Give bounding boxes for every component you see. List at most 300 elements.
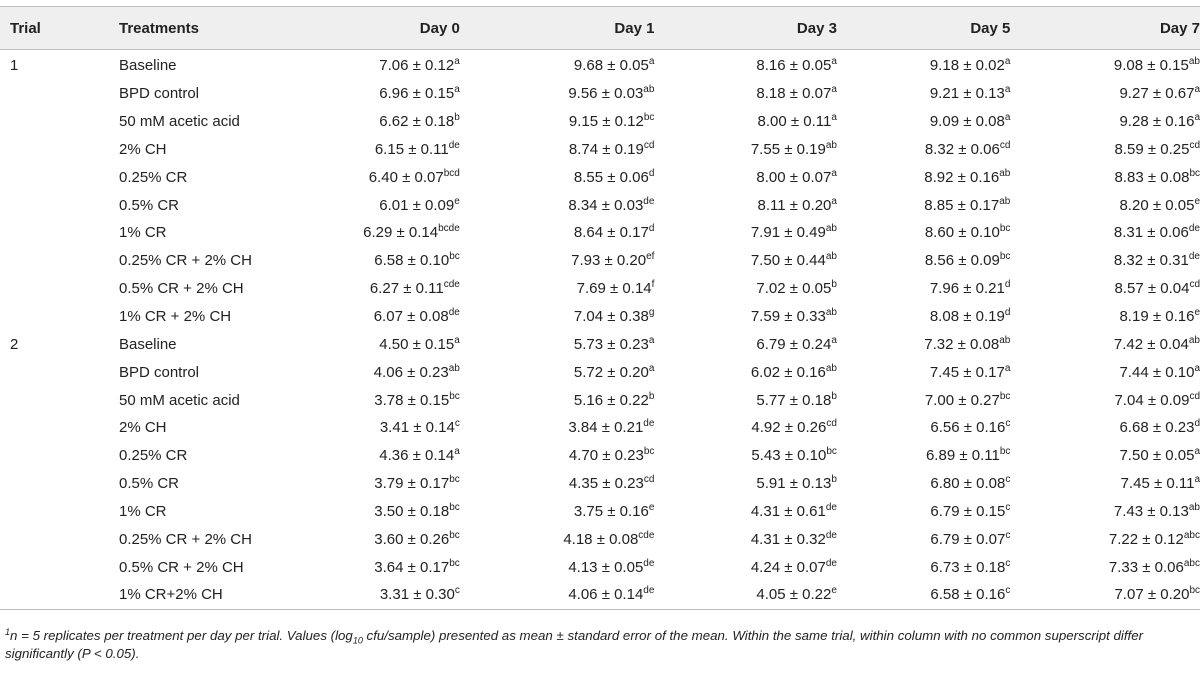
significance-superscript: bc xyxy=(449,251,460,263)
significance-superscript: bc xyxy=(449,557,460,569)
value-mean-se: 8.16 ± 0.05 xyxy=(756,57,832,75)
value-mean-se: 6.79 ± 0.24 xyxy=(756,335,832,353)
table-row xyxy=(0,191,1200,219)
significance-superscript: de xyxy=(643,418,655,430)
cell-treatment: 0.5% CR + 2% CH xyxy=(118,558,244,576)
significance-superscript: a xyxy=(648,334,655,346)
significance-superscript: c xyxy=(1005,418,1011,430)
cell-value xyxy=(325,247,460,275)
significance-superscript: e xyxy=(831,585,837,597)
cell-value xyxy=(654,247,837,275)
table-row xyxy=(0,303,1200,331)
value-mean-se: 8.85 ± 0.17 xyxy=(924,196,1000,214)
cell-value xyxy=(837,108,1010,136)
significance-superscript: ab xyxy=(999,195,1011,207)
cell-value xyxy=(1010,525,1200,553)
significance-superscript: cd xyxy=(643,139,655,151)
significance-superscript: bc xyxy=(1189,167,1200,179)
value-mean-se: 5.72 ± 0.20 xyxy=(573,363,649,381)
value-mean-se: 8.64 ± 0.17 xyxy=(573,224,649,242)
cell-treatment: 2% CH xyxy=(118,419,167,437)
value-mean-se: 7.02 ± 0.05 xyxy=(756,280,832,298)
significance-superscript: bc xyxy=(449,474,460,486)
cell-value xyxy=(654,470,837,498)
value-mean-se: 8.00 ± 0.11 xyxy=(757,113,832,131)
cell-value xyxy=(1010,80,1200,108)
cell-value xyxy=(837,136,1010,164)
value-mean-se: 3.60 ± 0.26 xyxy=(374,530,450,548)
significance-superscript: a xyxy=(831,84,837,96)
value-mean-se: 7.59 ± 0.33 xyxy=(750,308,826,326)
value-mean-se: 8.32 ± 0.06 xyxy=(924,140,1000,158)
significance-superscript: a xyxy=(1004,56,1011,68)
cell-trial xyxy=(0,442,119,470)
table-row xyxy=(0,442,1200,470)
significance-superscript: de xyxy=(643,585,655,597)
table-row xyxy=(0,108,1200,136)
cell-value xyxy=(1010,553,1200,581)
cell-value xyxy=(654,414,837,442)
value-mean-se: 6.40 ± 0.07 xyxy=(368,168,444,186)
table-row xyxy=(0,414,1200,442)
significance-superscript: a xyxy=(454,446,460,458)
value-mean-se: 8.92 ± 0.16 xyxy=(924,168,1000,186)
value-mean-se: 6.58 ± 0.10 xyxy=(374,252,450,270)
value-mean-se: 6.79 ± 0.07 xyxy=(930,530,1006,548)
value-mean-se: 8.55 ± 0.06 xyxy=(573,168,649,186)
value-mean-se: 6.80 ± 0.08 xyxy=(930,475,1006,493)
cell-value xyxy=(1010,191,1200,219)
cell-trial xyxy=(0,191,119,219)
significance-superscript: bc xyxy=(1189,585,1200,597)
cell-value xyxy=(654,191,837,219)
cell-value xyxy=(1010,247,1200,275)
cell-value xyxy=(1010,581,1200,609)
value-mean-se: 4.18 ± 0.08 xyxy=(563,530,639,548)
cell-value xyxy=(837,191,1010,219)
significance-superscript: d xyxy=(648,223,655,235)
value-mean-se: 7.22 ± 0.12 xyxy=(1108,530,1184,548)
cell-value xyxy=(651,275,837,303)
cell-value xyxy=(1010,498,1200,526)
value-mean-se: 4.31 ± 0.32 xyxy=(750,530,826,548)
value-mean-se: 7.07 ± 0.20 xyxy=(1114,586,1190,604)
value-mean-se: 9.27 ± 0.67 xyxy=(1119,85,1195,103)
table-row xyxy=(0,525,1200,553)
cell-value xyxy=(460,525,655,553)
significance-superscript: bc xyxy=(449,529,460,541)
cell-value xyxy=(654,80,837,108)
significance-superscript: de xyxy=(1188,251,1200,263)
value-mean-se: 6.96 ± 0.15 xyxy=(379,85,455,103)
cell-trial xyxy=(0,108,119,136)
cell-value xyxy=(325,581,460,609)
table-body xyxy=(0,50,1200,610)
cell-value xyxy=(837,386,1010,414)
value-mean-se: 6.01 ± 0.09 xyxy=(379,196,455,214)
significance-superscript: a xyxy=(1194,362,1200,374)
value-mean-se: 6.27 ± 0.11 xyxy=(369,280,444,298)
footnote-text-rest: cfu/sample) presented as mean ± standard error of the mean. Within the same trial, within column with no common superscript differ significantly (P < 0.05). xyxy=(5,628,1144,661)
significance-superscript: ab xyxy=(1188,501,1200,513)
cell-value xyxy=(837,330,1010,358)
table-row xyxy=(0,219,1200,247)
value-mean-se: 8.11 ± 0.20 xyxy=(757,196,832,214)
footnote-log-base: 10 xyxy=(352,635,363,646)
cell-value xyxy=(1010,275,1200,303)
cell-value xyxy=(1010,303,1200,331)
cell-trial xyxy=(0,80,119,108)
significance-superscript: c xyxy=(1005,474,1011,486)
cell-value xyxy=(837,358,1010,386)
cell-value xyxy=(325,191,460,219)
cell-treatment: 1% CR+2% CH xyxy=(118,586,223,604)
cell-trial xyxy=(0,470,119,498)
significance-superscript: ef xyxy=(646,251,655,263)
value-mean-se: 7.45 ± 0.11 xyxy=(1120,475,1195,493)
significance-superscript: e xyxy=(1194,307,1200,319)
significance-superscript: a xyxy=(831,56,837,68)
cell-value xyxy=(325,498,460,526)
value-mean-se: 6.73 ± 0.18 xyxy=(930,558,1006,576)
cell-treatment: 1% CR xyxy=(118,502,167,520)
cell-value xyxy=(460,414,655,442)
cell-value xyxy=(1010,414,1200,442)
cell-value xyxy=(460,442,655,470)
cell-treatment: 0.25% CR + 2% CH xyxy=(118,530,252,548)
value-mean-se: 8.32 ± 0.31 xyxy=(1113,252,1189,270)
table-row xyxy=(0,275,1200,303)
cell-value xyxy=(1010,50,1200,80)
value-mean-se: 6.79 ± 0.15 xyxy=(930,502,1006,520)
cell-treatment: 0.5% CR + 2% CH xyxy=(118,280,244,298)
value-mean-se: 7.04 ± 0.09 xyxy=(1114,391,1190,409)
cell-trial: 1 xyxy=(10,57,19,75)
significance-superscript: de xyxy=(448,307,460,319)
value-mean-se: 6.02 ± 0.16 xyxy=(750,363,826,381)
significance-superscript: a xyxy=(454,334,460,346)
significance-superscript: cd xyxy=(643,474,655,486)
cell-value xyxy=(1010,358,1200,386)
value-mean-se: 9.09 ± 0.08 xyxy=(929,113,1005,131)
cell-value xyxy=(837,525,1010,553)
significance-superscript: b xyxy=(648,390,655,402)
cell-value xyxy=(837,498,1010,526)
header-day-5: Day 5 xyxy=(970,19,1011,37)
value-mean-se: 3.64 ± 0.17 xyxy=(374,558,450,576)
header-day-0: Day 0 xyxy=(419,19,460,37)
cell-treatment: BPD control xyxy=(118,363,200,381)
significance-superscript: bc xyxy=(999,390,1011,402)
cell-trial xyxy=(0,219,119,247)
cell-trial xyxy=(0,136,119,164)
significance-superscript: de xyxy=(643,195,655,207)
significance-superscript: a xyxy=(831,195,837,207)
cell-value xyxy=(654,581,837,609)
cell-value xyxy=(837,247,1010,275)
cell-trial xyxy=(0,247,119,275)
value-mean-se: 6.58 ± 0.16 xyxy=(930,586,1006,604)
value-mean-se: 3.75 ± 0.16 xyxy=(573,502,649,520)
significance-superscript: de xyxy=(1188,223,1200,235)
cell-value xyxy=(325,330,460,358)
cell-value xyxy=(654,553,837,581)
significance-superscript: cd xyxy=(1189,279,1200,291)
significance-superscript: cde xyxy=(638,529,655,541)
cell-value xyxy=(325,358,460,386)
significance-superscript: e xyxy=(648,501,655,513)
significance-superscript: d xyxy=(1004,307,1011,319)
cell-treatment: 2% CH xyxy=(118,140,167,158)
cell-value xyxy=(460,553,655,581)
cell-trial xyxy=(0,581,119,609)
value-mean-se: 3.78 ± 0.15 xyxy=(374,391,450,409)
significance-superscript: c xyxy=(454,585,460,597)
table-row xyxy=(0,358,1200,386)
header-trial: Trial xyxy=(10,19,41,37)
significance-superscript: d xyxy=(1004,279,1011,291)
significance-superscript: a xyxy=(1004,362,1011,374)
table-row xyxy=(0,386,1200,414)
table-row xyxy=(0,247,1200,275)
cell-value xyxy=(325,275,460,303)
cell-value xyxy=(654,219,837,247)
cell-treatment: 1% CR + 2% CH xyxy=(118,308,232,326)
cell-value xyxy=(460,358,655,386)
significance-superscript: a xyxy=(454,56,460,68)
cell-value xyxy=(325,553,460,581)
significance-superscript: a xyxy=(831,334,837,346)
significance-superscript: de xyxy=(825,501,837,513)
value-mean-se: 4.50 ± 0.15 xyxy=(379,335,455,353)
value-mean-se: 6.07 ± 0.08 xyxy=(373,308,449,326)
significance-superscript: ab xyxy=(643,84,655,96)
value-mean-se: 8.31 ± 0.06 xyxy=(1113,224,1189,242)
value-mean-se: 5.73 ± 0.23 xyxy=(573,335,649,353)
significance-superscript: ab xyxy=(448,362,460,374)
significance-superscript: cde xyxy=(443,279,460,291)
cell-treatment: Baseline xyxy=(118,335,177,353)
value-mean-se: 4.35 ± 0.23 xyxy=(568,475,644,493)
significance-superscript: b xyxy=(831,279,837,291)
significance-superscript: ab xyxy=(825,139,837,151)
value-mean-se: 5.43 ± 0.10 xyxy=(751,447,827,465)
value-mean-se: 7.00 ± 0.27 xyxy=(924,391,1000,409)
cell-value xyxy=(837,553,1010,581)
value-mean-se: 8.74 ± 0.19 xyxy=(568,140,644,158)
cell-value xyxy=(460,219,655,247)
value-mean-se: 6.29 ± 0.14 xyxy=(363,224,439,242)
cell-value xyxy=(837,219,1010,247)
value-mean-se: 3.84 ± 0.21 xyxy=(568,419,644,437)
value-mean-se: 7.93 ± 0.20 xyxy=(571,252,647,270)
significance-superscript: a xyxy=(648,56,655,68)
cell-value xyxy=(1010,219,1200,247)
cell-value xyxy=(325,442,460,470)
cell-trial xyxy=(0,275,119,303)
cell-value xyxy=(460,80,655,108)
value-mean-se: 8.60 ± 0.10 xyxy=(924,224,1000,242)
significance-superscript: bc xyxy=(449,501,460,513)
cell-value xyxy=(325,108,460,136)
value-mean-se: 7.43 ± 0.13 xyxy=(1113,502,1189,520)
significance-superscript: abc xyxy=(1183,529,1200,541)
cell-treatment: Baseline xyxy=(118,57,177,75)
cell-value xyxy=(837,163,1010,191)
cell-value xyxy=(1010,163,1200,191)
cell-value xyxy=(460,303,655,331)
cell-value xyxy=(654,525,837,553)
significance-superscript: de xyxy=(448,139,460,151)
cell-value xyxy=(837,303,1010,331)
cell-value xyxy=(460,498,655,526)
cell-value xyxy=(837,442,1010,470)
table-row xyxy=(0,50,1200,80)
table-row xyxy=(0,163,1200,191)
cell-treatment: 0.25% CR + 2% CH xyxy=(118,252,252,270)
cell-value xyxy=(325,163,460,191)
significance-superscript: abc xyxy=(1183,557,1200,569)
header-day-7: Day 7 xyxy=(1159,19,1200,37)
cell-value xyxy=(325,136,460,164)
value-mean-se: 7.06 ± 0.12 xyxy=(379,57,455,75)
cell-value xyxy=(654,498,837,526)
value-mean-se: 6.56 ± 0.16 xyxy=(930,419,1006,437)
footnote-text-start: n = 5 replicates per treatment per day per trial. Values (log xyxy=(10,628,353,643)
significance-superscript: a xyxy=(648,362,655,374)
cell-trial xyxy=(0,525,119,553)
footnote-marker: 1 xyxy=(5,627,11,637)
significance-superscript: b xyxy=(831,474,837,486)
table-header-row xyxy=(0,7,1200,50)
table-row xyxy=(0,498,1200,526)
cell-value xyxy=(325,386,460,414)
value-mean-se: 8.20 ± 0.05 xyxy=(1119,196,1195,214)
cell-value xyxy=(654,136,837,164)
cell-value xyxy=(654,303,837,331)
significance-superscript: b xyxy=(454,112,460,124)
significance-superscript: ab xyxy=(825,307,837,319)
significance-superscript: de xyxy=(643,557,655,569)
significance-superscript: c xyxy=(454,418,460,430)
value-mean-se: 9.15 ± 0.12 xyxy=(568,113,644,131)
cell-value xyxy=(837,581,1010,609)
significance-superscript: bc xyxy=(826,446,837,458)
cell-value xyxy=(837,50,1010,80)
cell-value xyxy=(325,525,460,553)
significance-superscript: de xyxy=(825,557,837,569)
significance-superscript: bc xyxy=(643,446,655,458)
significance-superscript: f xyxy=(651,279,655,291)
significance-superscript: d xyxy=(1194,418,1200,430)
cell-value xyxy=(460,247,655,275)
significance-superscript: ab xyxy=(825,362,837,374)
table-row xyxy=(0,553,1200,581)
significance-superscript: bc xyxy=(449,390,460,402)
cell-value xyxy=(654,442,837,470)
value-mean-se: 9.08 ± 0.15 xyxy=(1113,57,1189,75)
cell-treatment: 0.25% CR xyxy=(118,447,188,465)
significance-superscript: ab xyxy=(825,251,837,263)
value-mean-se: 3.50 ± 0.18 xyxy=(374,502,450,520)
cell-trial xyxy=(0,386,119,414)
value-mean-se: 9.18 ± 0.02 xyxy=(929,57,1005,75)
value-mean-se: 4.70 ± 0.23 xyxy=(568,447,644,465)
results-table xyxy=(0,6,1200,610)
cell-value xyxy=(654,163,837,191)
cell-trial xyxy=(0,498,119,526)
cell-value xyxy=(654,386,837,414)
cell-trial xyxy=(0,303,119,331)
value-mean-se: 7.50 ± 0.05 xyxy=(1119,447,1195,465)
value-mean-se: 9.56 ± 0.03 xyxy=(568,85,644,103)
cell-value xyxy=(1010,442,1200,470)
significance-superscript: a xyxy=(454,84,460,96)
cell-value xyxy=(460,386,655,414)
significance-superscript: cd xyxy=(999,139,1011,151)
value-mean-se: 9.28 ± 0.16 xyxy=(1119,113,1195,131)
cell-value xyxy=(460,470,655,498)
cell-trial: 2 xyxy=(10,335,19,353)
significance-superscript: ab xyxy=(1188,56,1200,68)
significance-superscript: ab xyxy=(999,334,1011,346)
value-mean-se: 8.56 ± 0.09 xyxy=(924,252,1000,270)
significance-superscript: a xyxy=(831,112,837,124)
cell-value xyxy=(1010,470,1200,498)
value-mean-se: 3.31 ± 0.30 xyxy=(379,586,455,604)
value-mean-se: 8.19 ± 0.16 xyxy=(1119,308,1195,326)
significance-superscript: d xyxy=(648,167,655,179)
cell-value xyxy=(460,191,655,219)
header-day-1: Day 1 xyxy=(614,19,655,37)
value-mean-se: 5.77 ± 0.18 xyxy=(756,391,832,409)
cell-value xyxy=(460,50,655,80)
value-mean-se: 6.89 ± 0.11 xyxy=(925,447,1000,465)
significance-superscript: de xyxy=(825,529,837,541)
value-mean-se: 7.96 ± 0.21 xyxy=(929,280,1005,298)
value-mean-se: 6.68 ± 0.23 xyxy=(1119,419,1195,437)
cell-value xyxy=(325,50,460,80)
value-mean-se: 4.06 ± 0.14 xyxy=(568,586,644,604)
significance-superscript: bc xyxy=(999,223,1011,235)
cell-trial xyxy=(0,414,119,442)
cell-treatment: 0.25% CR xyxy=(118,168,188,186)
cell-value xyxy=(460,330,655,358)
significance-superscript: cd xyxy=(1189,390,1200,402)
cell-value xyxy=(325,470,460,498)
significance-superscript: bcde xyxy=(438,223,460,235)
value-mean-se: 7.91 ± 0.49 xyxy=(750,224,826,242)
significance-superscript: c xyxy=(1005,501,1011,513)
significance-superscript: ab xyxy=(999,167,1011,179)
significance-superscript: e xyxy=(454,195,460,207)
cell-value xyxy=(460,108,655,136)
significance-superscript: a xyxy=(1004,84,1011,96)
cell-value xyxy=(654,108,837,136)
significance-superscript: a xyxy=(1194,474,1200,486)
table-footnote xyxy=(5,627,1195,663)
significance-superscript: bc xyxy=(999,446,1011,458)
significance-superscript: c xyxy=(1005,557,1011,569)
cell-value xyxy=(837,80,1010,108)
value-mean-se: 7.50 ± 0.44 xyxy=(750,252,826,270)
significance-superscript: bcd xyxy=(443,167,460,179)
value-mean-se: 7.33 ± 0.06 xyxy=(1108,558,1184,576)
significance-superscript: a xyxy=(831,167,837,179)
cell-value xyxy=(460,136,655,164)
table-row xyxy=(0,80,1200,108)
value-mean-se: 8.34 ± 0.03 xyxy=(568,196,644,214)
